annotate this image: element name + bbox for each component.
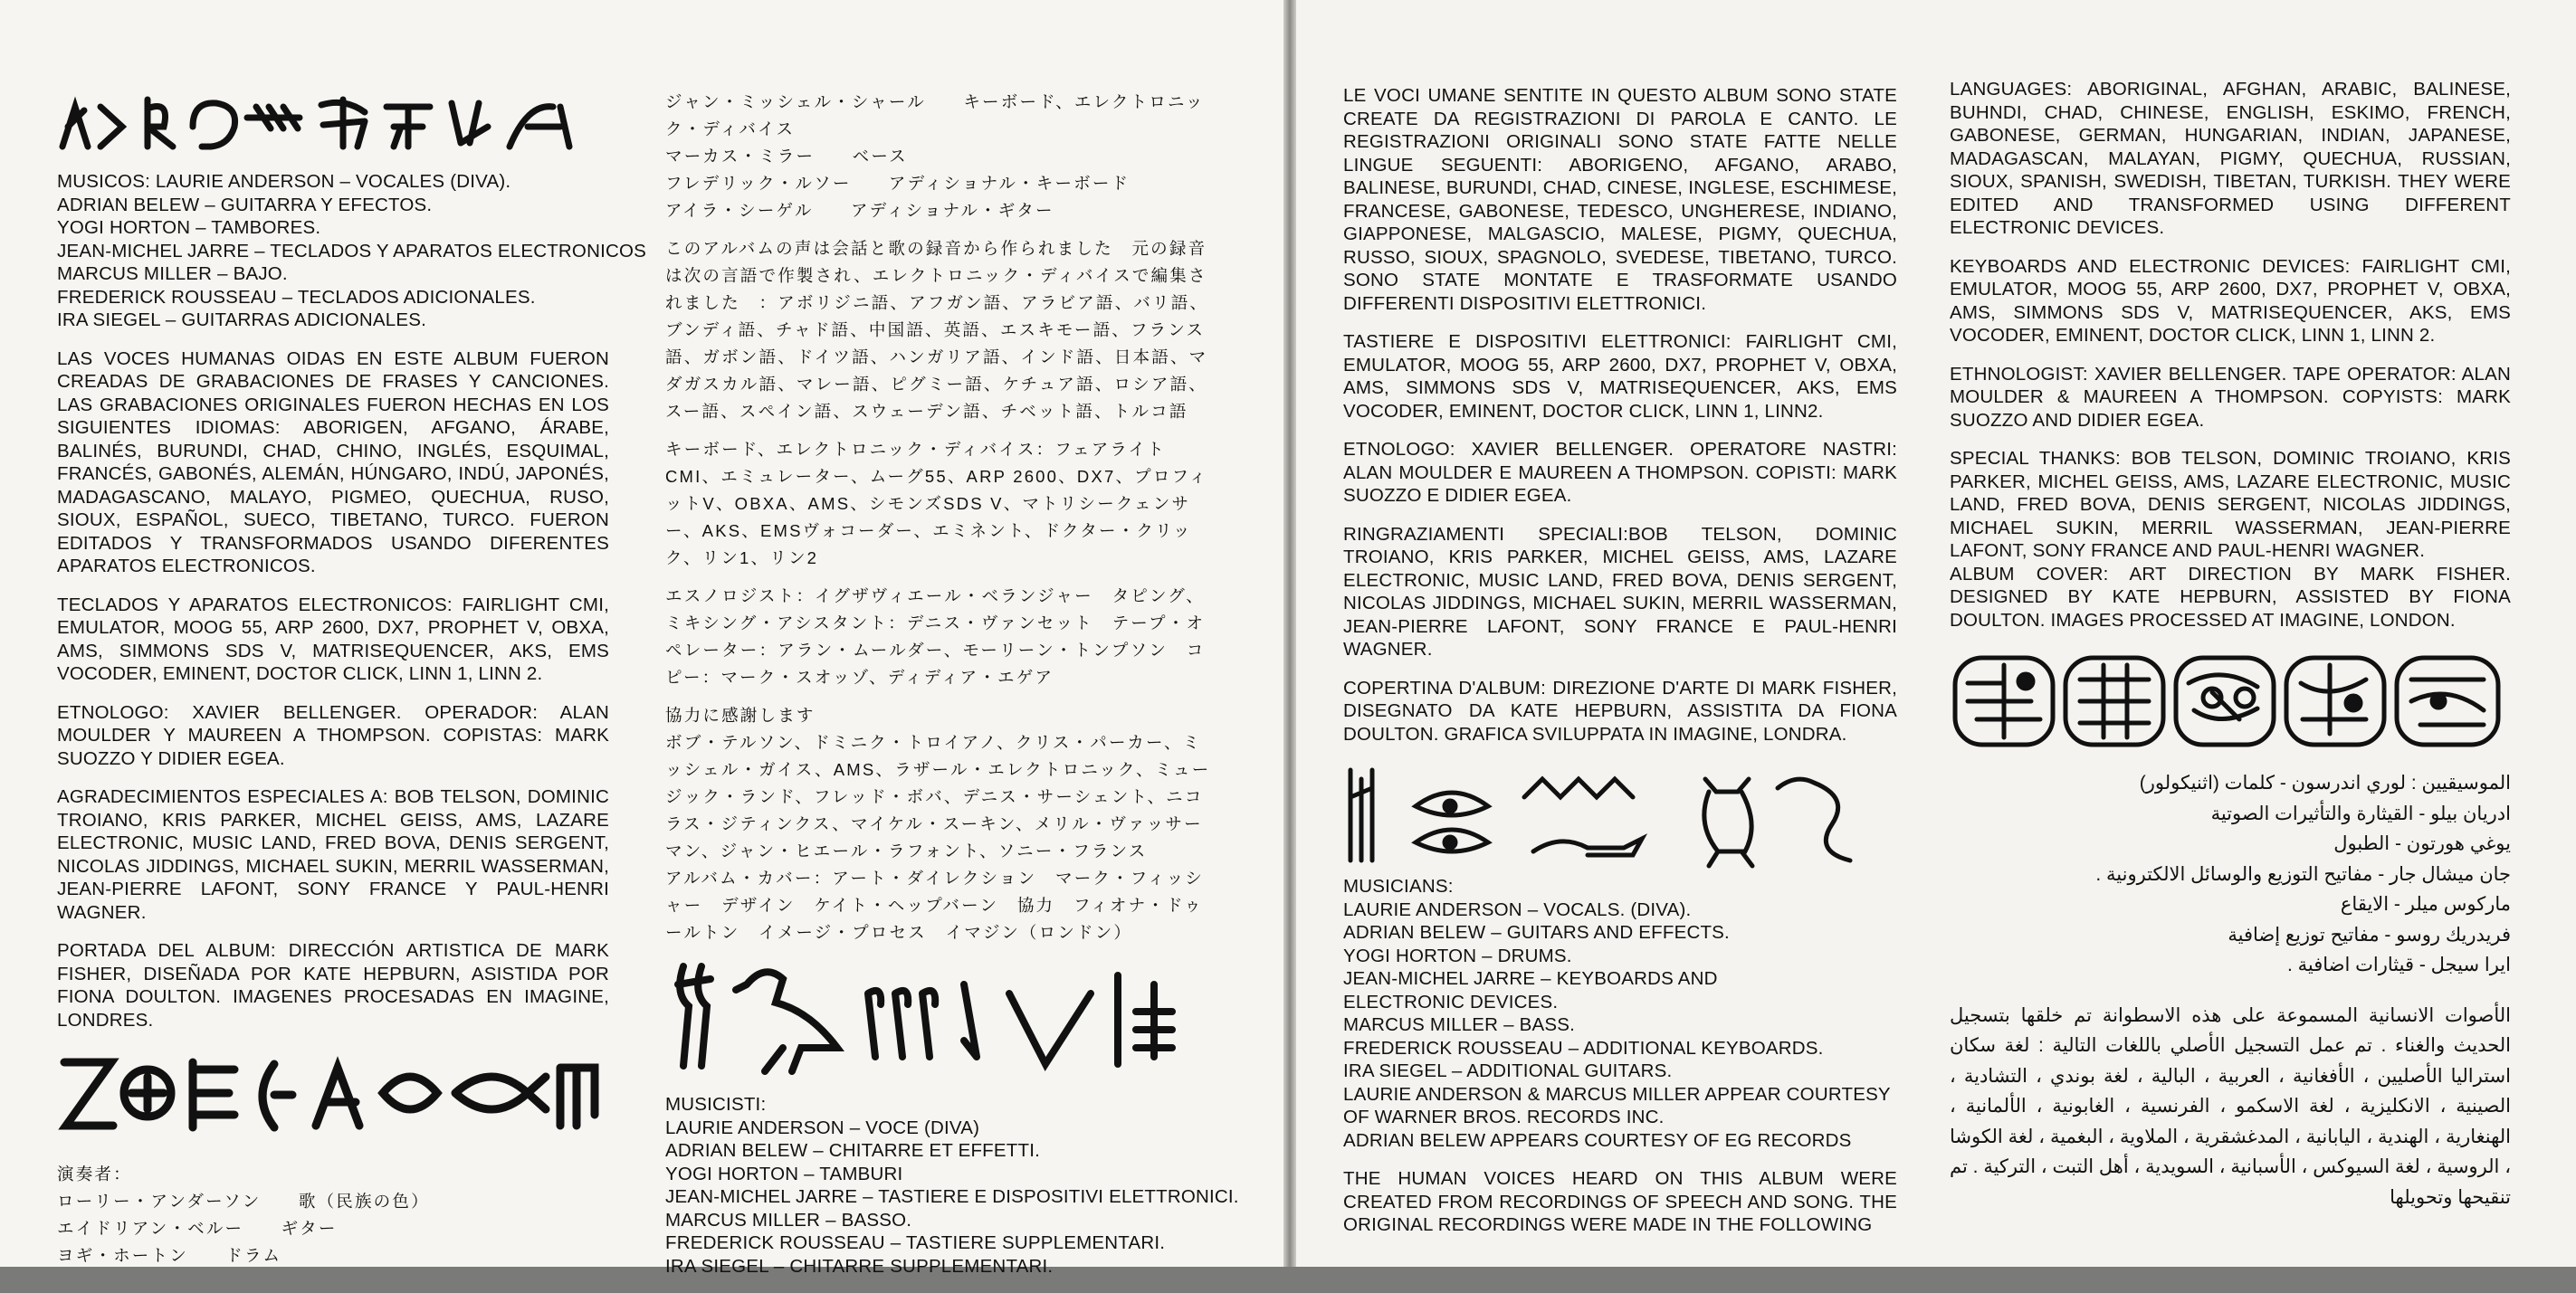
- jp-voices-paragraph: このアルバムの声は会話と歌の録音から作られました 元の録音は次の言語で作製され、エレクトロニック・ディバイスで編集されました ：アボリジニ語、アフガン語、アラビア語、バリ語、ブンディ語、チャド語、中国語、英語、エスキモー語、フランス語、ガボン語、ドイツ語、ハンガリア語、インド語、日本語、マダガスカル語、マレー語、ピグミー語、ケチュア語、ロシア語、スー語、スペイン語、スウェーデン語、チベット語、トルコ語: [665, 239, 1209, 421]
- musician-line: MUSICISTI:: [665, 1094, 767, 1115]
- musician-line: IRA SIEGEL – ADDITIONAL GUITARS.: [1343, 1060, 1673, 1081]
- ar-musician-line: فريدريك روسو - مفاتيح توزيع إضافية: [2228, 924, 2511, 946]
- en-voices-start-paragraph: THE HUMAN VOICES HEARD ON THIS ALBUM WERE CREATED FROM RECORDINGS OF SPEECH AND SONG. THE ORIGINAL RECORDINGS WERE MADE IN THE FOLLOWING: [1343, 1168, 1897, 1235]
- it-cover-paragraph: COPERTINA D'ALBUM: DIREZIONE D'ARTE DI MARK FISHER, DISEGNATO DA KATE HEPBURN, ASSISTITA DA FIONA DOULTON. GRAFICA SVILUPPATA IN IMAGINE, LONDRA.: [1343, 677, 1897, 745]
- musician-line: OF WARNER BROS. RECORDS INC.: [1343, 1107, 1665, 1127]
- voices-paragraph: LAS VOCES HUMANAS OIDAS EN ESTE ALBUM FUERON CREADAS DE GRABACIONES DE FRASES Y CANCIONES. LAS GRABACIONES ORIGINALES FUERON HECHAS EN LOS SIGUIENTES IDIOMAS: ABORIGEN, AFGANO, ÁRABE, BALINÉS, BURUNDI, CHAD, CHINO, INGLÉS, ESQUIMAL, FRANCÉS, GABONÉS, ALEMÁN, HÚNGARO, INDÚ, JAPONÉS, MADAGASCANO, MALAYO, PIGMEO, QUECHUA, RUSO, SIOUX, ESPAÑOL, SUECO, TIBETANO, TURCO. FUERON EDITADOS Y TRANSFORMADOS USANDO DIFERENTES APARATOS ELECTRONICOS.: [57, 347, 609, 576]
- en-languages-paragraph: LANGUAGES: ABORIGINAL, AFGHAN, ARABIC, BALINESE, BUHNDI, CHAD, CHINESE, ENGLISH, ESKIMO, FRENCH, GABONESE, GERMAN, HUNGARIAN, INDIAN, JAPANESE, MADAGASCAN, MALAYAN, PIGMY, QUECHUA, RUSSIAN, SIOUX, SPANISH, SWEDISH, TIBETAN, TURKISH. THEY WERE EDITED AND TRANSFORMED USING DIFFERENT ELECTRONIC DEVICES.: [1950, 79, 2511, 238]
- musician-line: MUSICIANS:: [1343, 876, 1454, 897]
- jp-keyboards-paragraph: キーボード、エレクトロニック・ディバイス：フェアライトCMI、エミュレーター、ムーグ55、ARP 2600、DX7、プロフィットV、OBXA、AMS、シモンズSDS V、マトリシークェンサー、AKS、EMSヴォコーダー、エミネント、ドクター・クリック、リン1、リン2: [665, 440, 1208, 567]
- jp-thanks-paragraph: ボブ・テルソン、ドミニク・トロイアノ、クリス・パーカー、ミッシェル・ガイス、AMS、ラザール・エレクトロニック、ミュージック・ランド、フレッド・ボバ、デニス・サーシェント、ニコラス・ジティンクス、マイケル・スーキン、メリル・ヴァッサーマン、ジャン・ヒエール・ラフォント、ソニー・フランス: [665, 733, 1211, 860]
- jp-performer-line: ローリー・アンダーソン 歌（民族の色）: [57, 1192, 430, 1211]
- ar-musician-line: يوغي هورتون - الطبول: [2333, 833, 2511, 854]
- jp-performer-line: マーカス・ミラー ベース: [665, 147, 908, 166]
- right-page: [1296, 0, 2576, 1267]
- thanks-paragraph: AGRADECIMIENTOS ESPECIALES A: BOB TELSON, DOMINIC TROIANO, KRIS PARKER, MICHEL GEISS, AMS, LAZARE ELECTRONIC, MUSIC LAND, FRED BOVA, DENIS SERGENT, NICOLAS JIDDINGS, MICHAEL SUKIN, MERRIL WASSERMAN, JEAN-PIERRE LAFONT, SONY FRANCE Y PAUL-HENRI WAGNER.: [57, 786, 609, 923]
- it-keyboards-paragraph: TASTIERE E DISPOSITIVI ELETTRONICI: FAIRLIGHT CMI, EMULATOR, MOOG 55, ARP 2600, DX7, PROPHET V, OBXA, AMS, SIMMONS SDS V, MATRISEQUENCER, AKS, EMS VOCODER, EMINENT, DOCTOR CLICK, LINN 1, LINN2.: [1343, 331, 1897, 422]
- musician-line: MUSICOS: LAURIE ANDERSON – VOCALES (DIVA).: [57, 171, 511, 192]
- japanese-performers-start: [57, 1161, 609, 1269]
- ar-musician-line: ادريان بيلو - القيثارة والتأثيرات الصوتية: [2210, 803, 2511, 824]
- ar-musician-line: ايرا سيجل - قيثارات اضافية .: [2286, 955, 2511, 975]
- musician-line: LAURIE ANDERSON – VOCE (DIVA): [665, 1117, 980, 1138]
- it-ethnologist-paragraph: ETNOLOGO: XAVIER BELLENGER. OPERATORE NASTRI: ALAN MOULDER E MAUREEN A THOMPSON. COPISTI: MARK SUOZZO E DIDIER EGEA.: [1343, 439, 1897, 506]
- musician-line: ELECTRONIC DEVICES.: [1343, 991, 1559, 1013]
- musician-line: JEAN-MICHEL JARRE – TASTIERE E DISPOSITIVI ELETTRONICI.: [665, 1186, 1239, 1207]
- japanese-column: [665, 89, 1239, 1293]
- musician-line: JEAN-MICHEL JARRE – TECLADOS Y APARATOS ELECTRONICOS: [57, 240, 647, 261]
- glyph-row-egyptian-icon: [1343, 761, 1897, 870]
- musician-line: MARCUS MILLER – BASSO.: [665, 1209, 912, 1231]
- booklet-spine: [1283, 0, 1296, 1267]
- musician-line: FREDERICK ROUSSEAU – ADDITIONAL KEYBOARDS.: [1343, 1037, 1824, 1059]
- english-column: [1950, 78, 2511, 1232]
- ar-musician-line: جان ميشال جار - مفاتيح التوزيع والوسائل الالكترونية .: [2095, 863, 2511, 885]
- italian-column: [1343, 84, 1897, 1252]
- glyph-row-hieratic-icon: [665, 957, 1217, 1075]
- musician-line: IRA SIEGEL – GUITARRAS ADICIONALES.: [57, 309, 427, 330]
- en-cover-paragraph: ALBUM COVER: ART DIRECTION BY MARK FISHER. DESIGNED BY KATE HEPBURN, ASSISTED BY FIONA DOULTON. IMAGES PROCESSED AT IMAGINE, LONDON.: [1950, 563, 2511, 631]
- en-keyboards-paragraph: KEYBOARDS AND ELECTRONIC DEVICES: FAIRLIGHT CMI, EMULATOR, MOOG 55, ARP 2600, DX7, PROPHET V, OBXA, AMS, SIMMONS SDS V, MATRISEQUENCER, AKS, EMS VOCODER, EMINENT, DOCTOR CLICK, LINN 1, LINN 2.: [1950, 255, 2511, 346]
- en-thanks-paragraph: SPECIAL THANKS: BOB TELSON, DOMINIC TROIANO, KRIS PARKER, MICHEL GEISS, AMS, LAZARE ELECTRONIC, MUSIC LAND, FRED BOVA, DENIS SERGENT, NICOLAS JIDDINGS, MICHAEL SUKIN, MERRIL WASSERMAN, JEAN-PIERRE LAFONT, SONY FRANCE AND PAUL-HENRI WAGNER.: [1950, 448, 2511, 561]
- cover-paragraph: PORTADA DEL ALBUM: DIRECCIÓN ARTISTICA DE MARK FISHER, DISEÑADA POR KATE HEPBURN, ASISTIDA POR FIONA DOULTON. IMAGENES PROCESADAS EN IMAGINE, LONDRES.: [57, 940, 609, 1031]
- musician-line: YOGI HORTON – TAMBURI: [665, 1163, 903, 1184]
- musician-line: IRA SIEGEL – CHITARRE SUPPLEMENTARI.: [665, 1255, 1054, 1277]
- jp-thanks-heading: 協力に感謝します: [665, 706, 816, 725]
- jp-cover-paragraph: アルバム・カバー：アート・ダイレクション マーク・フィッシャー デザイン ケイト・ヘップバーン 協力 フィオナ・ドゥールトン イメージ・プロセス イマジン（ロンドン）: [665, 869, 1205, 942]
- musician-line: MARCUS MILLER – BASS.: [1343, 1014, 1575, 1035]
- jp-ethnologist-paragraph: エスノロジスト：イグザヴィエール・ベランジャー タピング、ミキシング・アシスタント：デニス・ヴァンセット テープ・オペレーター：アラン・ムールダー、モーリーン・トンプソン コピー：マーク・スオッゾ、ディディア・エゲア: [665, 586, 1206, 687]
- it-voices-paragraph: LE VOCI UMANE SENTITE IN QUESTO ALBUM SONO STATE CREATE DA REGISTRAZIONI DI PAROLA E CANTO. LE REGISTRAZIONI ORIGINALI SONO STATE FATTE NELLE LINGUE SEGUENTI: ABORIGENO, AFGANO, ARABO, BALINESE, BURUNDI, CHAD, CINESE, INGLESE, ESCHIMESE, FRANCESE, GABONESE, TEDESCO, UNGHERESE, INDIANO, GIAPPONESE, MALGASCIO, MALESE, PIGMY, QUECHUA, RUSSO, SIOUX, SPAGNOLO, SVEDESE, TIBETANO, TURCO. SONO STATE MONTATE E TRASFORMATE USANDO DIFFERENTI DISPOSITIVI ELETTRONICI.: [1343, 85, 1897, 314]
- musician-line: LAURIE ANDERSON & MARCUS MILLER APPEAR COURTESY: [1343, 1083, 1891, 1105]
- musician-line: YOGI HORTON – DRUMS.: [1343, 945, 1572, 966]
- left-page: [0, 0, 1283, 1277]
- musician-line: FREDERICK ROUSSEAU – TASTIERE SUPPLEMENTARI.: [665, 1232, 1166, 1253]
- ar-voices-paragraph: الأصوات الانسانية المسموعة على هذه الاسطوانة تم خلقها بتسجيل الحديث والغناء . تم عمل التسجيل الأصلي باللغات التالية : لغة سكان استراليا الأصليين ، الأفغانية ، العربية ، البالية ، لغة بوندي ، التشادية ، الصينية ، الانكليزية ، لغة الاسكمو ، الفرنسية ، الغابونية ، الألمانية ، الهنغارية ، الهندية ، اليابانية ، المدغشقرية ، الملاوية ، البغمية ، لغة الكوشا ، الروسية ، لغة السيوكس ، الأسبانية ، السويدية ، أهل التبت ، التركية . تم تنقيحها وتحويلها: [1950, 1004, 2511, 1208]
- jp-performer-line: ヨギ・ホートン ドラム: [57, 1246, 282, 1265]
- musician-line: YOGI HORTON – TAMBORES.: [57, 217, 321, 238]
- musician-line: FREDERICK ROUSSEAU – TECLADOS ADICIONALES.: [57, 286, 536, 308]
- glyph-row-middle-icon: [57, 1051, 609, 1137]
- ethnologist-paragraph: ETNOLOGO: XAVIER BELLENGER. OPERADOR: ALAN MOULDER Y MAUREEN A THOMPSON. COPISTAS: MARK SUOZZO Y DIDIER EGEA.: [57, 701, 609, 769]
- jp-performer-line: エイドリアン・ベルー ギター: [57, 1219, 338, 1238]
- ar-musician-line: الموسيقيين : لوري اندرسون - كلمات (اثنيكولور): [2139, 773, 2511, 794]
- jp-performer-line: アイラ・シーゲル アディショナル・ギター: [665, 201, 1054, 220]
- musician-line: ADRIAN BELEW APPEARS COURTESY OF EG RECORDS: [1343, 1129, 1852, 1151]
- musician-line: LAURIE ANDERSON – VOCALS. (DIVA).: [1343, 898, 1692, 920]
- musician-line: MARCUS MILLER – BAJO.: [57, 263, 288, 284]
- it-thanks-paragraph: RINGRAZIAMENTI SPECIALI:BOB TELSON, DOMINIC TROIANO, KRIS PARKER, MICHEL GEISS, AMS, LAZARE ELECTRONIC, MUSIC LAND, FRED BOVA, DENIS SERGENT, NICOLAS JIDDINGS, MICHAEL SUKIN, MERRIL WASSERMAN, JEAN-PIERRE LAFONT, SONY FRANCE E PAUL-HENRI WAGNER.: [1343, 523, 1897, 660]
- jp-heading: 演奏者：: [57, 1165, 132, 1184]
- ar-musician-line: ماركوس ميلر - الايقاع: [2340, 894, 2511, 915]
- musician-line: ADRIAN BELEW – CHITARRE ET EFFETTI.: [665, 1140, 1041, 1161]
- keyboards-paragraph: TECLADOS Y APARATOS ELECTRONICOS: FAIRLIGHT CMI, EMULATOR, MOOG 55, ARP 2600, DX7, PROPHET V, OBXA, AMS, SIMMONS SDS V, MATRISEQUENCER, AKS, EMS VOCODER, EMINENT, DOCTOR CLICK, LINN 1, LINN 2.: [57, 594, 609, 684]
- musician-line: ADRIAN BELEW – GUITARS AND EFFECTS.: [1343, 922, 1730, 943]
- glyph-row-mayan-icon: [1950, 647, 2511, 756]
- musician-line: ADRIAN BELEW – GUITARRA Y EFECTOS.: [57, 194, 433, 215]
- en-ethnologist-paragraph: ETHNOLOGIST: XAVIER BELLENGER. TAPE OPERATOR: ALAN MOULDER & MAUREEN A THOMPSON. COPYISTS: MARK SUOZZO AND DIDIER EGEA.: [1950, 363, 2511, 431]
- jp-performer-line: フレデリック・ルソー アディショナル・キーボード: [665, 174, 1131, 193]
- glyph-row-top-icon: [57, 90, 609, 154]
- jp-performer-line: ジャン・ミッシェル・シャール キーボード、エレクトロニック・ディバイス: [665, 92, 1205, 138]
- musician-line: JEAN-MICHEL JARRE – KEYBOARDS AND: [1343, 968, 1718, 989]
- arabic-section: [1950, 768, 2511, 1212]
- spanish-column: [57, 90, 647, 1269]
